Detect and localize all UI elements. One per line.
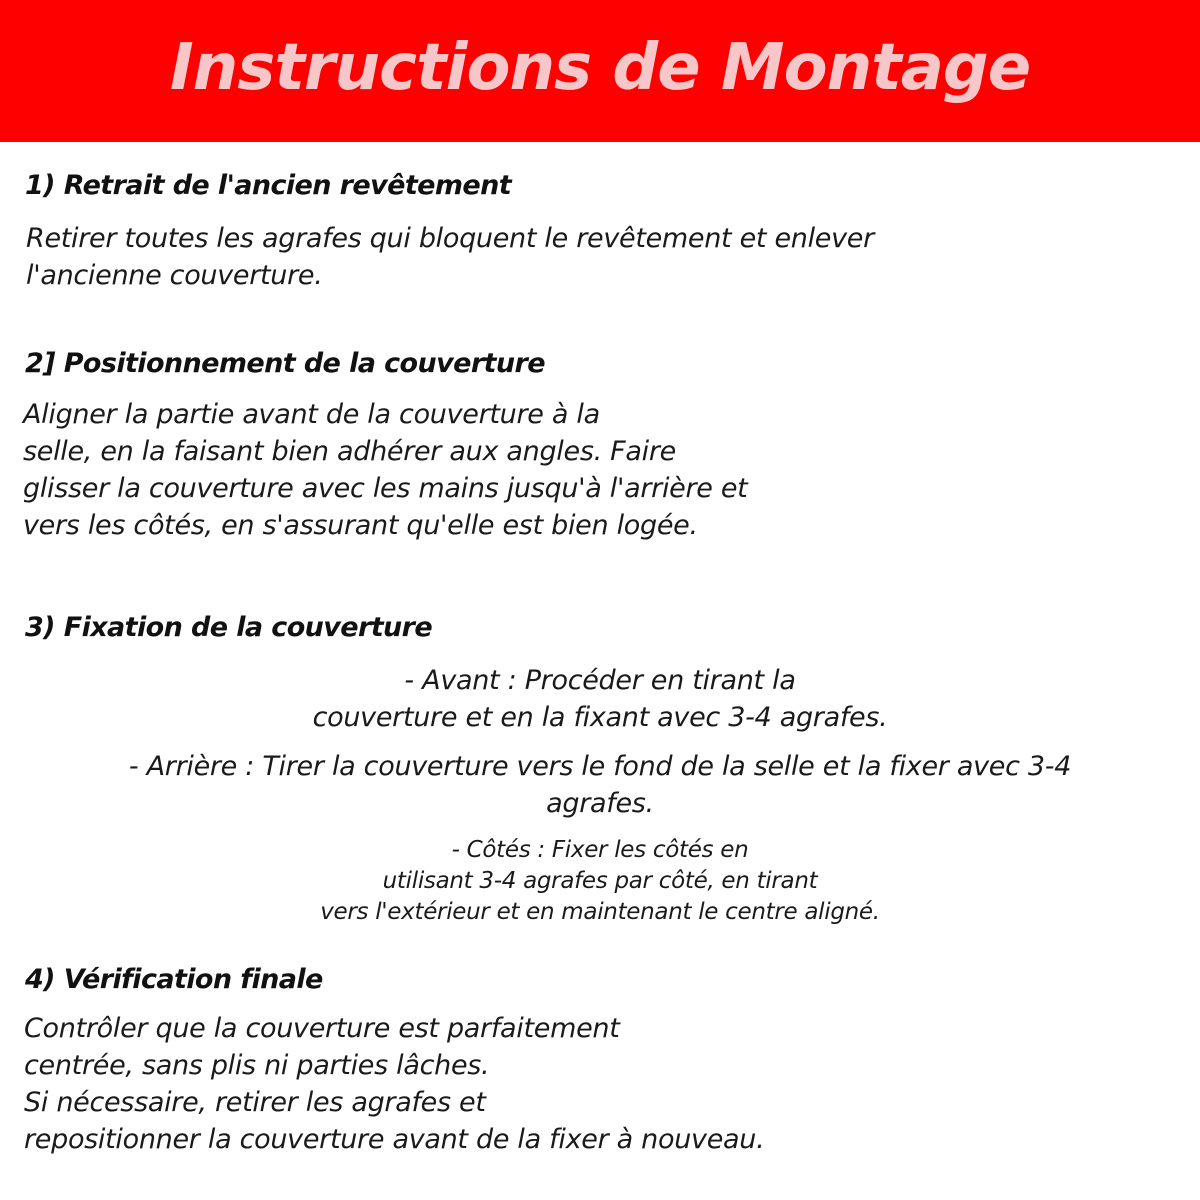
text-line: Si nécessaire, retirer les agrafes et (24, 1087, 486, 1118)
text-line: agrafes. (546, 788, 654, 819)
section-3-arriere (0, 748, 1200, 822)
title-banner (0, 0, 1200, 142)
text-line: utilisant 3-4 agrafes par côté, en tirant (382, 868, 818, 894)
section-2-heading: 2] Positionnement de la couverture (25, 348, 545, 379)
text-line: Contrôler que la couverture est parfaitement (24, 1013, 620, 1044)
text-line: couverture et en la fixant avec 3-4 agrafes. (312, 702, 888, 733)
text-line: - Avant : Procéder en tirant la (404, 665, 796, 696)
section-1-heading: 1) Retrait de l'ancien revêtement (25, 170, 512, 201)
section-2-text (23, 396, 747, 544)
text-line: centrée, sans plis ni parties lâches. (24, 1050, 490, 1081)
text-line: vers les côtés, en s'assurant qu'elle est bien logée. (23, 510, 698, 541)
section-4-text (24, 1010, 764, 1158)
section-3-heading: 3) Fixation de la couverture (25, 612, 433, 643)
section-4-heading: 4) Vérification finale (25, 964, 323, 995)
text-line: l'ancienne couverture. (26, 260, 323, 291)
text-line: selle, en la faisant bien adhérer aux angles. Faire (23, 436, 676, 467)
text-line: - Arrière : Tirer la couverture vers le fond de la selle et la fixer avec 3-4 (128, 751, 1072, 782)
text-line: - Côtés : Fixer les côtés en (451, 837, 749, 863)
section-1-text (26, 220, 874, 294)
text-line: Aligner la partie avant de la couverture à la (23, 399, 600, 430)
section-3-avant (0, 662, 1200, 736)
text-line: repositionner la couverture avant de la fixer à nouveau. (24, 1124, 765, 1155)
page-title: Instructions de Montage (169, 31, 1031, 105)
text-line: vers l'extérieur et en maintenant le centre aligné. (320, 899, 880, 925)
instructions-body (0, 142, 1200, 1200)
text-line: Retirer toutes les agrafes qui bloquent le revêtement et enlever (26, 223, 874, 254)
section-3-cotes (0, 835, 1200, 928)
text-line: glisser la couverture avec les mains jusqu'à l'arrière et (23, 473, 748, 504)
